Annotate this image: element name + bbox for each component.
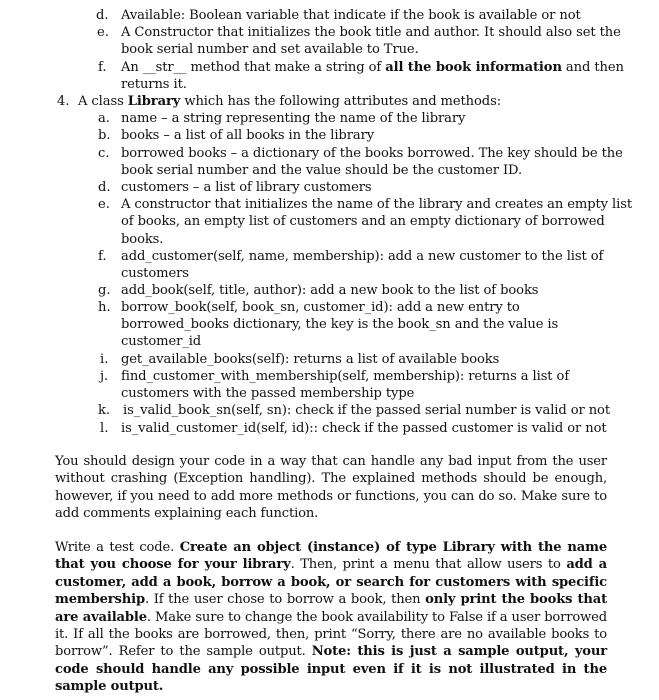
- item-marker: h.: [98, 300, 111, 315]
- item-text: is_valid_book_sn(self, sn): check if the passed serial number is valid or not: [123, 403, 610, 418]
- item-marker: d.: [96, 8, 109, 23]
- item-text: book serial number and set available to True.: [121, 42, 419, 57]
- item-marker: e.: [97, 25, 109, 40]
- item-text: add_customer(self, name, membership): add a new customer to the list of: [121, 249, 604, 264]
- item-text: customers: [121, 266, 189, 281]
- item-text: book serial number and the value should be the customer ID.: [121, 163, 523, 178]
- item-marker: e.: [98, 197, 110, 212]
- item-text: A Constructor that initializes the book title and author. It should also set the: [121, 25, 621, 40]
- item-marker: b.: [98, 128, 111, 143]
- item-text: find_customer_with_membership(self, membership): returns a list of: [121, 369, 570, 384]
- item-text: A constructor that initializes the name of the library and creates an empty list: [121, 197, 632, 212]
- item-marker: l.: [100, 421, 109, 436]
- item-marker: f.: [98, 60, 107, 75]
- item-marker: k.: [98, 403, 111, 418]
- item-text: returns it.: [121, 77, 187, 92]
- section-intro: A class Library which has the following attributes and methods:: [78, 94, 502, 109]
- paragraph-test-code: Write a test code. Create an object (instance) of type Library with the name that you choose for your library. Then, print a menu that allow users to add a customer, add a book, borrow a book, or search for customers with specific membership. If the user chose to borrow a book, then only print the books that are available. Make sure to change the book availability to False if a user borrowed it. If all the books are borrowed, then, print “Sorry, there are no available books to borrow”. Refer to the sample output. Note: this is just a sample output, your code should handle any possible input even if it is not illustrated in the sample output.: [55, 540, 608, 695]
- item-text: borrowed_books dictionary, the key is the book_sn and the value is: [121, 317, 559, 332]
- item-text: of books, an empty list of customers and an empty dictionary of borrowed: [121, 214, 605, 229]
- item-text: is_valid_customer_id(self, id):: check if the passed customer is valid or not: [121, 421, 607, 436]
- item-text: customer_id: [121, 334, 202, 349]
- section-number: 4.: [57, 94, 70, 109]
- item-marker: i.: [100, 352, 109, 367]
- item-text: customers with the passed membership type: [121, 386, 415, 401]
- item-marker: j.: [100, 369, 109, 384]
- item-text: borrow_book(self, book_sn, customer_id): add a new entry to: [121, 300, 520, 315]
- item-marker: g.: [98, 283, 111, 298]
- item-marker: c.: [98, 146, 110, 161]
- item-marker: d.: [98, 180, 111, 195]
- item-text: add_book(self, title, author): add a new book to the list of books: [121, 283, 539, 298]
- item-text: borrowed books – a dictionary of the books borrowed. The key should be the: [121, 146, 623, 161]
- paragraph-exception-handling: You should design your code in a way that can handle any bad input from the user without crashing (Exception handling). The explained methods should be enough, however, if you need to add more methods or functions, you can do so. Make sure to add comments explaining each function.: [55, 454, 607, 522]
- item-marker: a.: [98, 111, 110, 126]
- item-text: customers – a list of library customers: [121, 180, 372, 195]
- item-text: get_available_books(self): returns a list of available books: [121, 352, 500, 367]
- item-text: books – a list of all books in the library: [121, 128, 375, 143]
- item-text: Available: Boolean variable that indicate if the book is available or not: [121, 8, 581, 23]
- item-text: books.: [121, 232, 164, 247]
- item-marker: f.: [98, 249, 107, 264]
- item-text: name – a string representing the name of the library: [121, 111, 466, 126]
- item-text: An __str__ method that make a string of all the book information and then: [121, 60, 624, 75]
